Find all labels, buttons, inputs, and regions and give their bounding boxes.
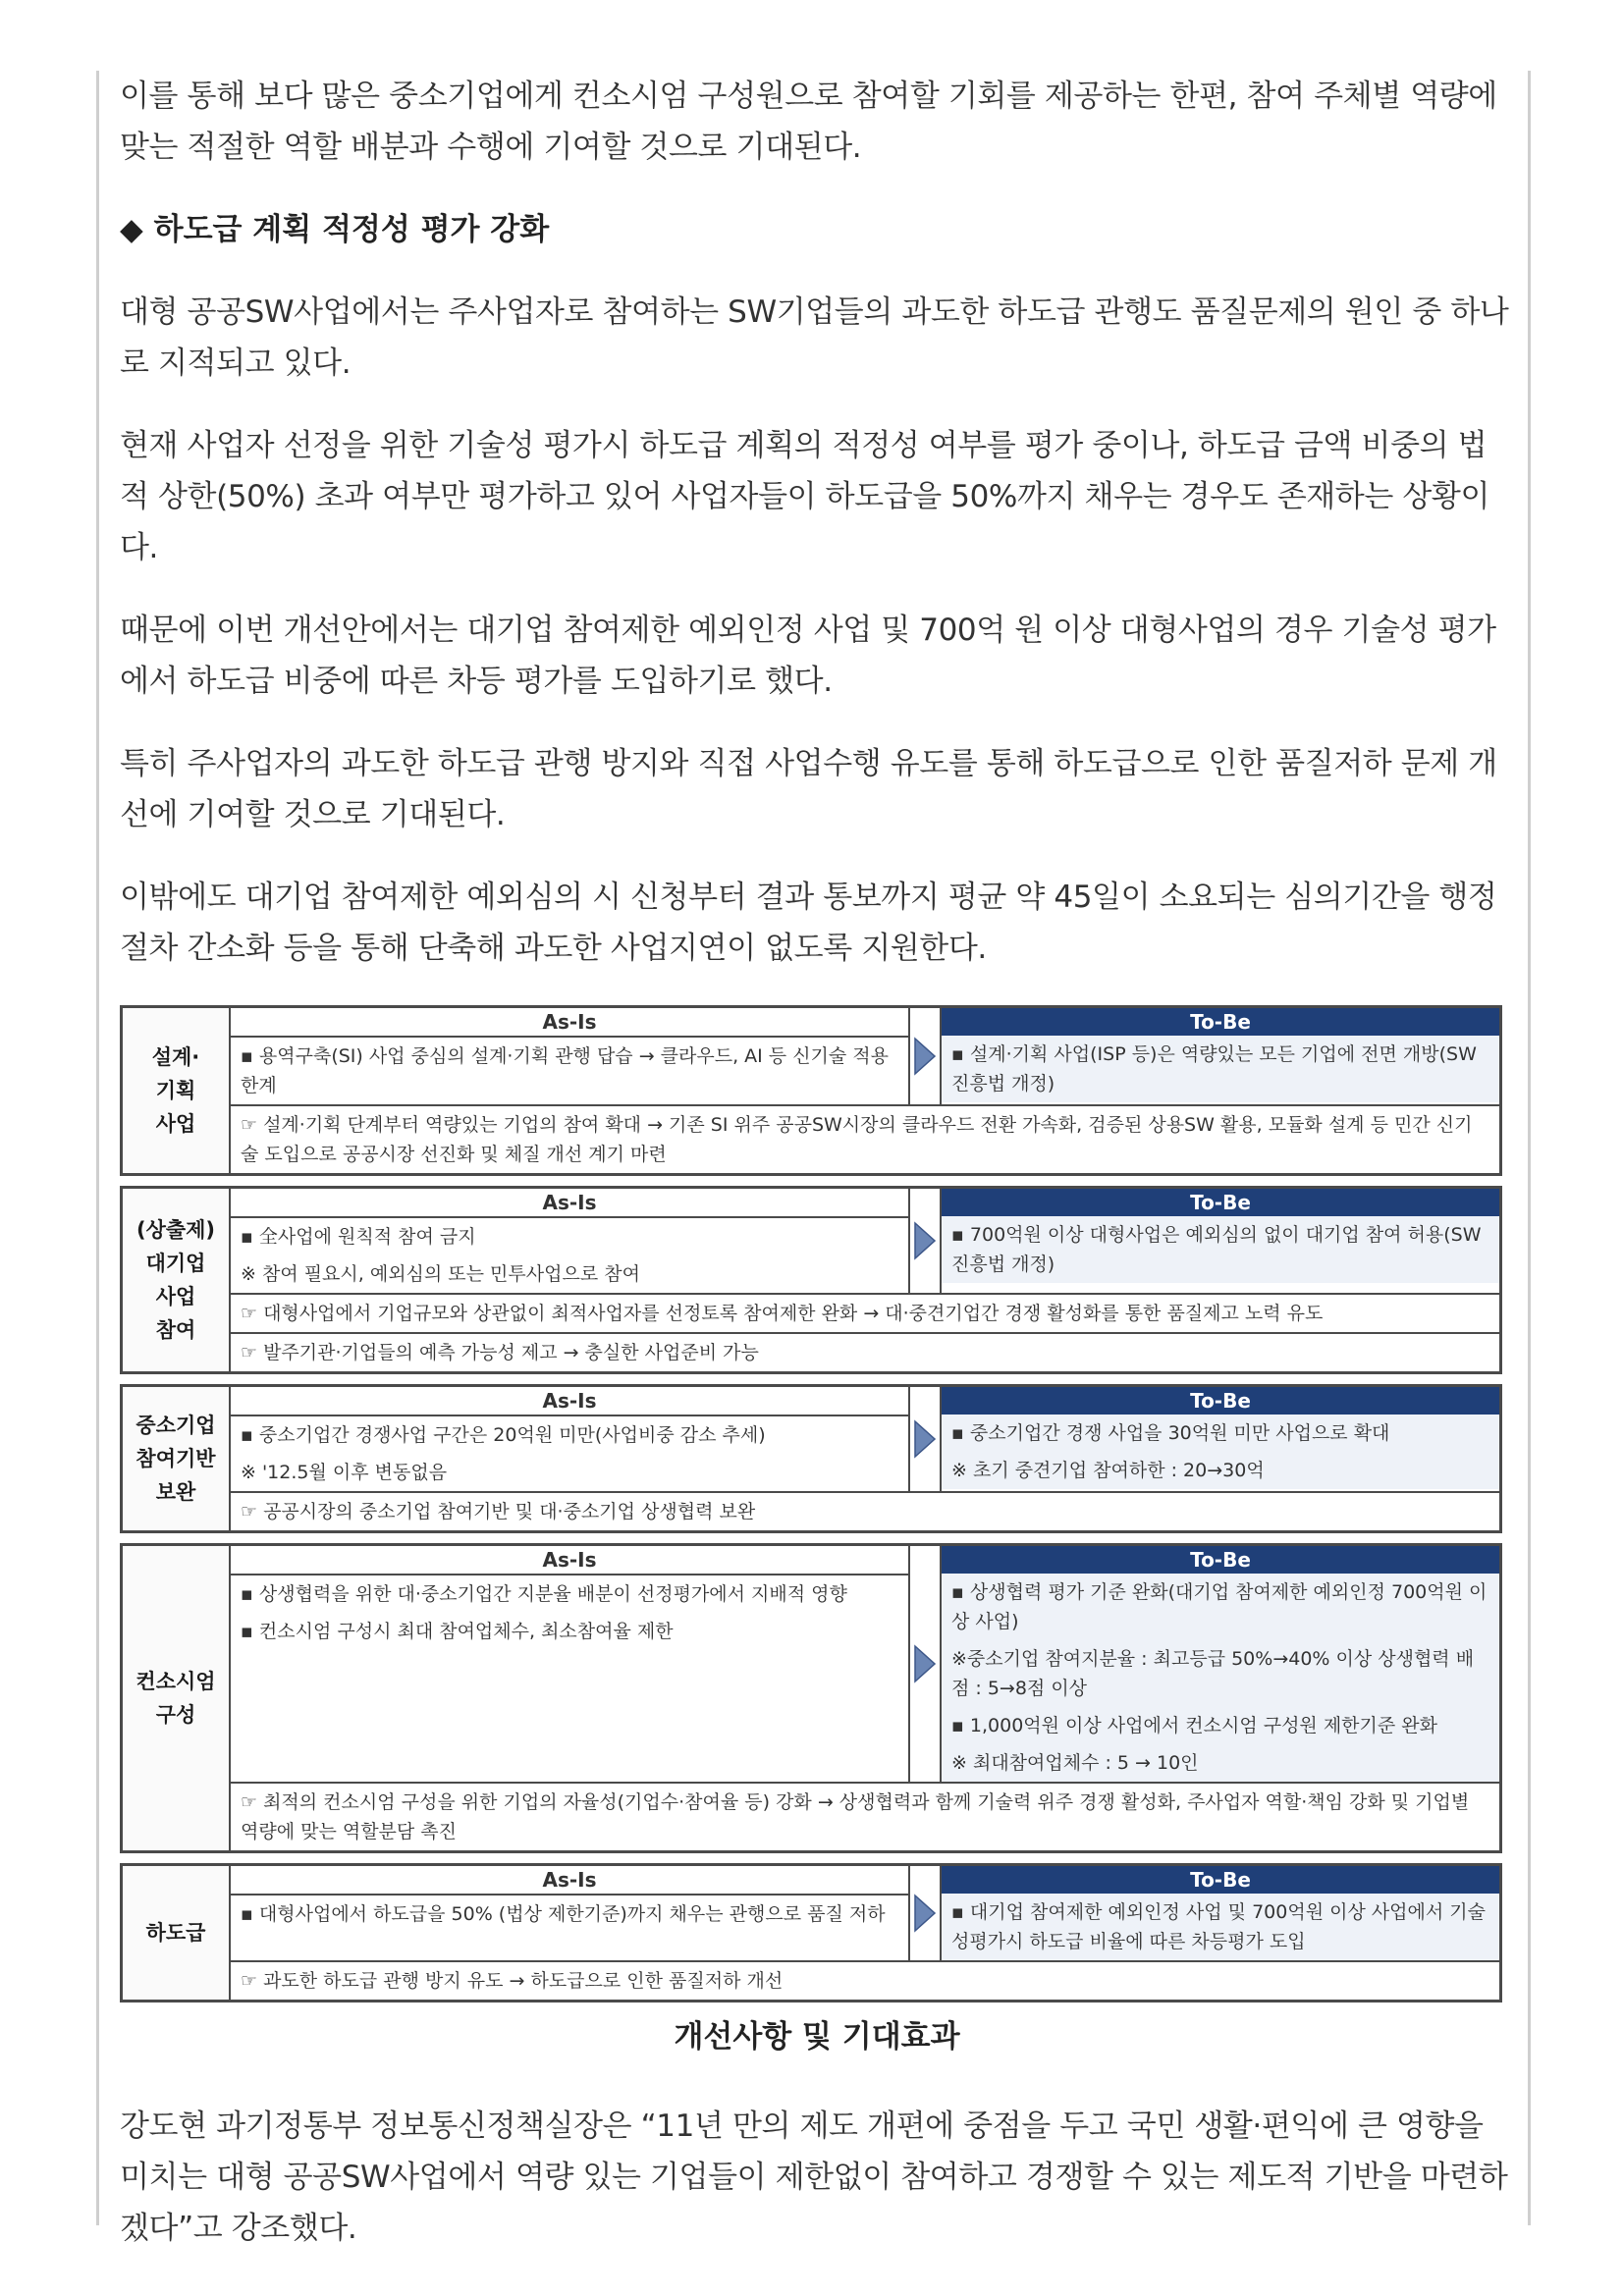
to-be-column bbox=[940, 1387, 1499, 1491]
as-is-column bbox=[231, 1189, 910, 1293]
as-is-item: ▪ 全사업에 원칙적 참여 금지 bbox=[241, 1226, 476, 1248]
figure-block bbox=[120, 1186, 1502, 1374]
as-is-header: As-Is bbox=[231, 1866, 908, 1896]
to-be-header: To-Be bbox=[942, 1387, 1499, 1415]
paragraph-intro: 이를 통해 보다 많은 중소기업에게 컨소시엄 구성원으로 참여할 기회를 제공하는 한편, 참여 주체별 역량에 맞는 적절한 역할 배분과 수행에 기여할 것으로 기대된다. bbox=[120, 79, 1497, 165]
figure-block bbox=[120, 1543, 1502, 1853]
as-is-to-be-row bbox=[231, 1866, 1499, 1960]
to-be-item: ※중소기업 참여지분율 : 최고등급 50%→40% 이상 상생협력 배점 : 5→8점 이상 bbox=[942, 1640, 1499, 1707]
category-label: 중소기업 참여기반 보완 bbox=[123, 1387, 231, 1530]
to-be-item: ※ 최대참여업체수 : 5 → 10인 bbox=[942, 1744, 1499, 1782]
as-is-item: ▪ 중소기업간 경쟁사업 구간은 20억원 미만(사업비중 감소 추세) bbox=[241, 1424, 766, 1446]
as-is-item: ▪ 상생협력을 위한 대·중소기업간 지분율 배분이 선정평가에서 지배적 영향 bbox=[241, 1583, 847, 1605]
as-is-column bbox=[231, 1546, 910, 1782]
arrow-icon bbox=[910, 1189, 940, 1293]
as-is-header: As-Is bbox=[231, 1546, 908, 1575]
effect-note: ☞ 발주기관·기업들의 예측 가능성 제고 → 충실한 사업준비 가능 bbox=[231, 1332, 1499, 1371]
paragraph: 대형 공공SW사업에서는 주사업자로 참여하는 SW기업들의 과도한 하도급 관행도 품질문제의 원인 중 하나로 지적되고 있다. bbox=[120, 294, 1509, 381]
improvements-figure bbox=[120, 1005, 1502, 2002]
article-body bbox=[120, 71, 1514, 2285]
to-be-header: To-Be bbox=[942, 1189, 1499, 1216]
as-is-to-be-row bbox=[231, 1189, 1499, 1293]
figure-block bbox=[120, 1384, 1502, 1533]
paragraph: 특히 주사업자의 과도한 하도급 관행 방지와 직접 사업수행 유도를 통해 하도급으로 인한 품질저하 문제 개선에 기여할 것으로 기대된다. bbox=[120, 746, 1497, 832]
as-is-to-be-row bbox=[231, 1387, 1499, 1491]
to-be-header: To-Be bbox=[942, 1008, 1499, 1036]
figure-block bbox=[120, 1005, 1502, 1176]
arrow-icon bbox=[910, 1866, 940, 1960]
block-body bbox=[231, 1189, 1499, 1371]
as-is-item: ▪ 대형사업에서 하도급을 50% (법상 제한기준)까지 채우는 관행으로 품질 저하 bbox=[241, 1903, 886, 1925]
paragraph: 때문에 이번 개선안에서는 대기업 참여제한 예외인정 사업 및 700억 원 이상 대형사업의 경우 기술성 평가에서 하도급 비중에 따른 차등 평가를 도입하기로 했다. bbox=[120, 613, 1496, 699]
category-label: 컨소시엄 구성 bbox=[123, 1546, 231, 1850]
effect-note: ☞ 대형사업에서 기업규모와 상관없이 최적사업자를 선정토록 참여제한 완화 → 대·중견기업간 경쟁 활성화를 통한 품질제고 노력 유도 bbox=[231, 1293, 1499, 1332]
to-be-column bbox=[940, 1866, 1499, 1960]
paragraph: 현재 사업자 선정을 위한 기술성 평가시 하도급 계획의 적정성 여부를 평가 중이나, 하도급 금액 비중의 법적 상한(50%) 초과 여부만 평가하고 있어 사업자들이 하도급을 50%까지 채우는 경우도 존재하는 상황이다. bbox=[120, 428, 1489, 565]
left-border-rule bbox=[96, 71, 99, 2225]
as-is-column bbox=[231, 1866, 910, 1960]
to-be-header: To-Be bbox=[942, 1866, 1499, 1894]
effect-note: ☞ 최적의 컨소시엄 구성을 위한 기업의 자율성(기업수·참여율 등) 강화 → 상생협력과 함께 기술력 위주 경쟁 활성화, 주사업자 역할·책임 강화 및 기업별 역량에 맞는 역할분담 촉진 bbox=[231, 1782, 1499, 1850]
to-be-column bbox=[940, 1008, 1499, 1104]
to-be-header: To-Be bbox=[942, 1546, 1499, 1574]
as-is-to-be-row bbox=[231, 1546, 1499, 1782]
as-is-item: ▪ 용역구축(SI) 사업 중심의 설계·기획 관행 답습 → 클라우드, AI 등 신기술 적용 한계 bbox=[241, 1045, 890, 1096]
paragraph-quote: 강도현 과기정통부 정보통신정책실장은 “11년 만의 제도 개편에 중점을 두고 국민 생활·편익에 큰 영향을 미치는 대형 공공SW사업에서 역량 있는 기업들이 제한없이 참여하고 경쟁할 수 있는 제도적 기반을 마련하겠다”고 강조했다. bbox=[120, 2109, 1508, 2246]
block-body bbox=[231, 1866, 1499, 2000]
as-is-to-be-row bbox=[231, 1008, 1499, 1104]
to-be-item: ※ 초기 중견기업 참여하한 : 20→30억 bbox=[942, 1452, 1499, 1489]
to-be-item: ▪ 대기업 참여제한 예외인정 사업 및 700억원 이상 사업에서 기술성평가시 하도급 비율에 따른 차등평가 도입 bbox=[942, 1894, 1499, 1960]
arrow-icon bbox=[910, 1008, 940, 1104]
to-be-item: ▪ 700억원 이상 대형사업은 예외심의 없이 대기업 참여 허용(SW진흥법 개정) bbox=[942, 1216, 1499, 1283]
as-is-item: ※ '12.5월 이후 변동없음 bbox=[241, 1462, 448, 1483]
as-is-header: As-Is bbox=[231, 1008, 908, 1038]
to-be-column bbox=[940, 1546, 1499, 1782]
to-be-item: ▪ 설계·기획 사업(ISP 등)은 역량있는 모든 기업에 전면 개방(SW진흥법 개정) bbox=[942, 1036, 1499, 1102]
as-is-column bbox=[231, 1387, 910, 1491]
category-label: (상출제) 대기업 사업 참여 bbox=[123, 1189, 231, 1371]
arrow-icon bbox=[910, 1546, 940, 1782]
to-be-item: ▪ 상생협력 평가 기준 완화(대기업 참여제한 예외인정 700억원 이상 사업) bbox=[942, 1574, 1499, 1640]
effect-note: ☞ 설계·기획 단계부터 역량있는 기업의 참여 확대 → 기존 SI 위주 공공SW시장의 클라우드 전환 가속화, 검증된 상용SW 활용, 모듈화 설계 등 민간 신기술 도입으로 공공시장 선진화 및 체질 개선 계기 마련 bbox=[231, 1104, 1499, 1173]
category-label: 하도급 bbox=[123, 1866, 231, 2000]
to-be-item: ▪ 1,000억원 이상 사업에서 컨소시엄 구성원 제한기준 완화 bbox=[942, 1707, 1499, 1744]
as-is-item: ※ 참여 필요시, 예외심의 또는 민투사업으로 참여 bbox=[241, 1263, 640, 1285]
right-border-rule bbox=[1528, 71, 1531, 2225]
figure-caption: 개선사항 및 기대효과 bbox=[674, 2019, 960, 2055]
category-label: 설계· 기획 사업 bbox=[123, 1008, 231, 1173]
effect-note: ☞ 과도한 하도급 관행 방지 유도 → 하도급으로 인한 품질저하 개선 bbox=[231, 1960, 1499, 2000]
block-body bbox=[231, 1387, 1499, 1530]
figure-block bbox=[120, 1863, 1502, 2002]
block-body bbox=[231, 1008, 1499, 1173]
block-body bbox=[231, 1546, 1499, 1850]
as-is-header: As-Is bbox=[231, 1387, 908, 1416]
as-is-item: ▪ 컨소시엄 구성시 최대 참여업체수, 최소참여율 제한 bbox=[241, 1621, 674, 1642]
effect-note: ☞ 공공시장의 중소기업 참여기반 및 대·중소기업 상생협력 보완 bbox=[231, 1491, 1499, 1530]
to-be-item: ▪ 중소기업간 경쟁 사업을 30억원 미만 사업으로 확대 bbox=[942, 1415, 1499, 1452]
arrow-icon bbox=[910, 1387, 940, 1491]
as-is-header: As-Is bbox=[231, 1189, 908, 1218]
section-heading: ◆ 하도급 계획 적정성 평가 강화 bbox=[120, 212, 550, 247]
as-is-column bbox=[231, 1008, 910, 1104]
to-be-column bbox=[940, 1189, 1499, 1293]
paragraph: 이밖에도 대기업 참여제한 예외심의 시 신청부터 결과 통보까지 평균 약 45일이 소요되는 심의기간을 행정절차 간소화 등을 통해 단축해 과도한 사업지연이 없도록 지원한다. bbox=[120, 880, 1497, 966]
